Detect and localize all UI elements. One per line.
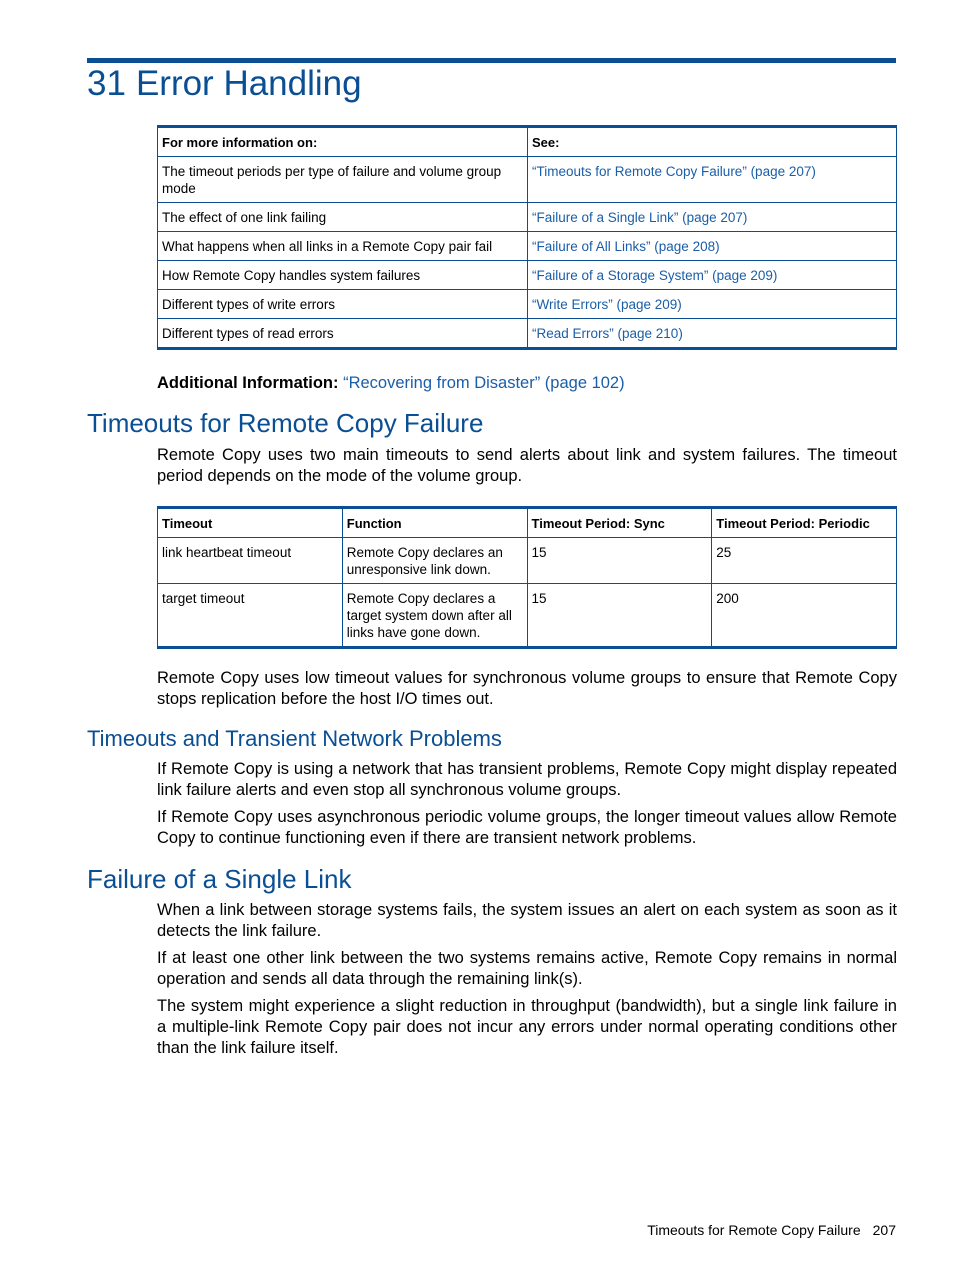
table-header-cell: Timeout	[158, 508, 343, 538]
table-cell: link heartbeat timeout	[158, 538, 343, 584]
single-link-paragraph: The system might experience a slight reduction in throughput (bandwidth), but a single link failure in a multiple-link Remote Copy pair does not incur any errors under normal operating conditions other than the link failure itself.	[157, 997, 897, 1057]
section-heading-single-link: Failure of a Single Link	[87, 864, 352, 894]
table-row	[158, 290, 897, 319]
chapter-title-text: Error Handling	[135, 64, 362, 103]
table-cell: The effect of one link failing	[158, 203, 528, 232]
table-cell: The timeout periods per type of failure and volume group mode	[158, 157, 528, 203]
cross-reference-link[interactable]: “Write Errors” (page 209)	[528, 290, 897, 319]
footer-page-number: 207	[872, 1222, 896, 1238]
table-cell: 25	[712, 538, 897, 584]
table-row	[158, 584, 897, 648]
footer-section-title: Timeouts for Remote Copy Failure	[647, 1222, 861, 1238]
table-cell: What happens when all links in a Remote Copy pair fail	[158, 232, 528, 261]
table-header-row	[158, 127, 897, 157]
table-header-cell: Function	[342, 508, 527, 538]
additional-information	[157, 373, 897, 394]
transient-paragraph: If Remote Copy uses asynchronous periodic volume groups, the longer timeout values allow Remote Copy to continue functioning even if there are transient network problems.	[157, 808, 897, 847]
table-cell: 200	[712, 584, 897, 648]
cross-reference-link[interactable]: “Failure of All Links” (page 208)	[528, 232, 897, 261]
table-row	[158, 261, 897, 290]
section-heading-timeouts: Timeouts for Remote Copy Failure	[87, 408, 484, 438]
table-row	[158, 203, 897, 232]
timeouts-after-paragraph: Remote Copy uses low timeout values for synchronous volume groups to ensure that Remote Copy stops replication before the host I/O times out.	[157, 669, 897, 708]
cross-reference-link[interactable]: “Read Errors” (page 210)	[528, 319, 897, 349]
table-row	[158, 157, 897, 203]
transient-paragraph: If Remote Copy is using a network that has transient problems, Remote Copy might display repeated link failure alerts and even stop all synchronous volume groups.	[157, 760, 897, 799]
table-cell: Remote Copy declares a target system down after all links have gone down.	[342, 584, 527, 648]
page-footer	[647, 1222, 896, 1238]
table-header-cell: See:	[528, 127, 897, 157]
chapter-title	[87, 64, 362, 104]
single-link-paragraph: When a link between storage systems fails, the system issues an alert on each system as soon as it detects the link failure.	[157, 901, 897, 940]
table-cell: Remote Copy declares an unresponsive link down.	[342, 538, 527, 584]
single-link-paragraph: If at least one other link between the two systems remains active, Remote Copy remains in normal operation and sends all data through the remaining link(s).	[157, 949, 897, 988]
table-cell: Different types of read errors	[158, 319, 528, 349]
table-cell: How Remote Copy handles system failures	[158, 261, 528, 290]
table-cell: 15	[527, 538, 712, 584]
recovering-from-disaster-link[interactable]: “Recovering from Disaster” (page 102)	[343, 374, 625, 392]
table-cell: Different types of write errors	[158, 290, 528, 319]
cross-reference-link[interactable]: “Failure of a Single Link” (page 207)	[528, 203, 897, 232]
chapter-number: 31	[87, 64, 126, 103]
cross-reference-link[interactable]: “Failure of a Storage System” (page 209)	[528, 261, 897, 290]
additional-information-label: Additional Information:	[157, 374, 339, 392]
table-cell: 15	[527, 584, 712, 648]
timeouts-intro-paragraph: Remote Copy uses two main timeouts to send alerts about link and system failures. The timeout period depends on the mode of the volume group.	[157, 446, 897, 485]
cross-reference-link[interactable]: “Timeouts for Remote Copy Failure” (page 207)	[528, 157, 897, 203]
table-header-cell: Timeout Period: Periodic	[712, 508, 897, 538]
table-row	[158, 319, 897, 349]
section-heading-transient: Timeouts and Transient Network Problems	[87, 726, 502, 751]
chapter-rule	[87, 58, 896, 63]
table-row	[158, 538, 897, 584]
table-header-row	[158, 508, 897, 538]
info-table	[157, 125, 897, 350]
timeouts-table	[157, 506, 897, 649]
table-row	[158, 232, 897, 261]
table-header-cell: For more information on:	[158, 127, 528, 157]
table-header-cell: Timeout Period: Sync	[527, 508, 712, 538]
table-cell: target timeout	[158, 584, 343, 648]
